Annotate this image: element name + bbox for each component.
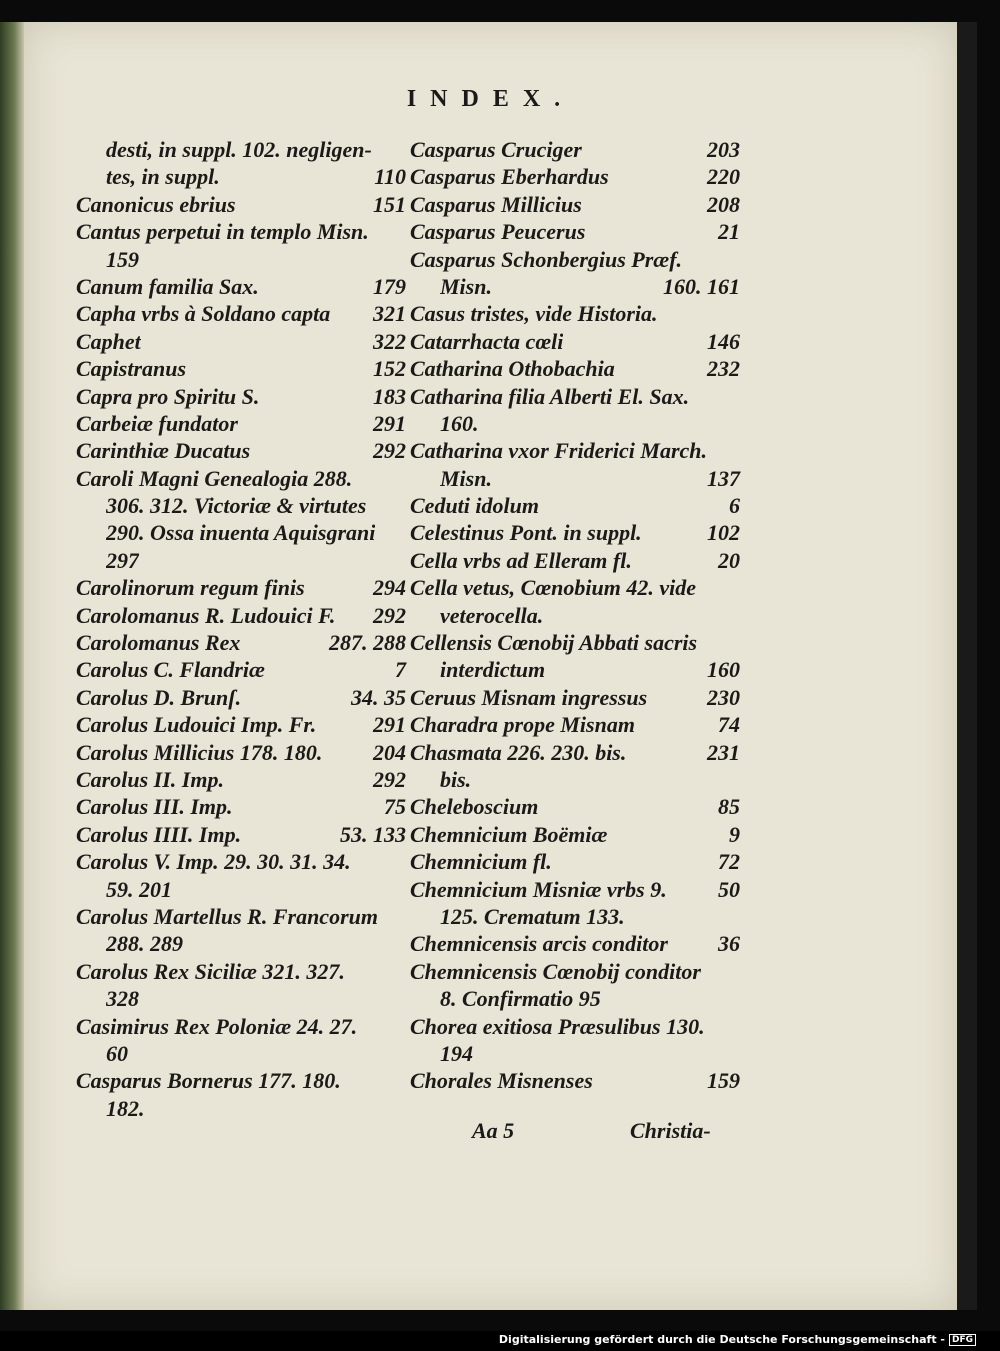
index-entry bbox=[410, 629, 740, 656]
index-entry bbox=[76, 355, 406, 382]
entry-pages: 183 bbox=[373, 383, 406, 409]
entry-term: 160. bbox=[440, 410, 479, 436]
entry-term: bis. bbox=[440, 766, 472, 792]
entry-term: Casparus Eberhardus bbox=[410, 164, 609, 190]
entry-term: Carolus III. Imp. bbox=[76, 794, 233, 820]
entry-term: 125. Crematum 133. bbox=[440, 903, 625, 929]
entry-term: Carolus Ludouici Imp. Fr. bbox=[76, 712, 317, 738]
entry-pages: 34. 35 bbox=[351, 684, 406, 710]
entry-term: Carolus IIII. Imp. bbox=[76, 821, 242, 847]
entry-term: Chemnicium fl. bbox=[410, 849, 552, 875]
index-entry bbox=[410, 739, 740, 766]
entry-term: Carolus Rex Siciliæ 321. 327. bbox=[76, 958, 345, 984]
entry-term: Casparus Schonbergius Præf. bbox=[410, 246, 683, 272]
entry-term: Catharina filia Alberti El. Sax. bbox=[410, 383, 690, 409]
entry-pages: 321 bbox=[373, 301, 406, 327]
entry-term: Carolus Martellus R. Francorum bbox=[76, 903, 378, 929]
index-entry bbox=[410, 711, 740, 738]
entry-term: Ceruus Misnam ingressus bbox=[410, 684, 648, 710]
index-entry bbox=[76, 328, 406, 355]
entry-pages: 85 bbox=[718, 794, 740, 820]
entry-pages: 204 bbox=[373, 739, 406, 765]
index-entry bbox=[410, 465, 740, 492]
index-entry bbox=[410, 218, 740, 245]
index-entry bbox=[76, 465, 406, 492]
index-entry bbox=[410, 985, 740, 1012]
entry-term: Casimirus Rex Poloniæ 24. 27. bbox=[76, 1013, 358, 1039]
index-entry bbox=[76, 903, 406, 930]
index-entry bbox=[410, 547, 740, 574]
entry-term: Cantus perpetui in templo Misn. bbox=[76, 219, 369, 245]
entry-pages: 291 bbox=[373, 410, 406, 436]
index-entry bbox=[76, 383, 406, 410]
catchword: Christia- bbox=[630, 1118, 711, 1143]
index-entry bbox=[410, 958, 740, 985]
credit-text: Digitalisierung gefördert durch die Deutsche Forschungsgemeinschaft - bbox=[498, 1333, 945, 1346]
index-entry bbox=[410, 766, 740, 793]
entry-term: Cellensis Cœnobij Abbati sacris bbox=[410, 630, 698, 656]
entry-term: tes, in suppl. bbox=[106, 164, 220, 190]
index-entry bbox=[410, 793, 740, 820]
entry-term: Ceduti idolum bbox=[410, 493, 539, 519]
entry-pages: 50 bbox=[718, 876, 740, 902]
entry-term: Chemnicium Boëmiæ bbox=[410, 821, 608, 847]
entry-pages: 110 bbox=[374, 164, 406, 190]
index-entry bbox=[410, 656, 740, 683]
index-entry bbox=[76, 218, 406, 245]
entry-term: 288. 289 bbox=[106, 931, 183, 957]
index-entry bbox=[76, 711, 406, 738]
index-entry bbox=[410, 492, 740, 519]
entry-pages: 203 bbox=[707, 137, 740, 162]
entry-term: Caphet bbox=[76, 328, 141, 354]
entry-term: Carbeiæ fundator bbox=[76, 410, 238, 436]
index-entry bbox=[76, 1040, 406, 1067]
index-entry bbox=[76, 300, 406, 327]
index-entry bbox=[76, 492, 406, 519]
index-entry bbox=[76, 1067, 406, 1094]
index-entry bbox=[76, 1013, 406, 1040]
index-entry bbox=[76, 985, 406, 1012]
entry-pages: 159 bbox=[707, 1068, 740, 1094]
index-entry bbox=[76, 766, 406, 793]
index-entry bbox=[76, 410, 406, 437]
index-entry bbox=[410, 355, 740, 382]
entry-pages: 6 bbox=[729, 493, 740, 519]
entry-term: Carolus D. Brunſ. bbox=[76, 684, 242, 710]
entry-term: 290. Ossa inuenta Aquisgrani bbox=[106, 520, 376, 546]
index-entry bbox=[410, 300, 740, 327]
entry-pages: 291 bbox=[373, 712, 406, 738]
index-entry bbox=[76, 163, 406, 190]
entry-term: Catharina Othobachia bbox=[410, 356, 615, 382]
index-entry bbox=[410, 602, 740, 629]
entry-pages: 230 bbox=[707, 684, 740, 710]
entry-term: Chemnicensis Cœnobij conditor bbox=[410, 958, 701, 984]
digitization-credit bbox=[499, 1333, 976, 1346]
index-entry bbox=[410, 1067, 740, 1094]
entry-term: Carolus V. Imp. 29. 30. 31. 34. bbox=[76, 849, 351, 875]
entry-term: Chorales Misnenses bbox=[410, 1068, 593, 1094]
index-entry bbox=[410, 163, 740, 190]
entry-term: Chemnicium Misniæ vrbs 9. bbox=[410, 876, 667, 902]
entry-term: Cella vetus, Cœnobium 42. vide bbox=[410, 575, 696, 601]
index-entry bbox=[410, 684, 740, 711]
index-entry bbox=[76, 821, 406, 848]
index-entry bbox=[76, 437, 406, 464]
index-entry bbox=[410, 519, 740, 546]
entry-pages: 20 bbox=[718, 547, 740, 573]
entry-term: Carolinorum regum finis bbox=[76, 575, 305, 601]
entry-term: Casparus Bornerus 177. 180. bbox=[76, 1068, 341, 1094]
index-entry bbox=[76, 547, 406, 574]
entry-term: Catharina vxor Friderici March. bbox=[410, 438, 708, 464]
index-entry bbox=[76, 684, 406, 711]
entry-pages: 287. 288 bbox=[329, 630, 406, 656]
index-entry bbox=[76, 739, 406, 766]
entry-term: Caroli Magni Genealogia 288. bbox=[76, 465, 353, 491]
index-entry bbox=[76, 246, 406, 273]
entry-term: Charadra prope Misnam bbox=[410, 712, 635, 738]
entry-term: veterocella. bbox=[440, 602, 544, 628]
entry-pages: 160 bbox=[707, 657, 740, 683]
index-entry bbox=[76, 602, 406, 629]
entry-pages: 146 bbox=[707, 328, 740, 354]
entry-pages: 102 bbox=[707, 520, 740, 546]
entry-term: Capra pro Spiritu S. bbox=[76, 383, 260, 409]
index-entry bbox=[76, 574, 406, 601]
signature-mark: Aa 5 bbox=[472, 1118, 515, 1143]
entry-term: Casus tristes, vide Historia. bbox=[410, 301, 658, 327]
entry-term: Casparus Cruciger bbox=[410, 137, 582, 162]
entry-term: Chemnicensis arcis conditor bbox=[410, 931, 668, 957]
right-border-strip bbox=[957, 22, 977, 1310]
index-entry bbox=[76, 519, 406, 546]
entry-term: Chorea exitiosa Præsulibus 130. bbox=[410, 1013, 705, 1039]
index-entry bbox=[76, 793, 406, 820]
entry-term: Carolomanus Rex bbox=[76, 630, 241, 656]
entry-pages: 75 bbox=[384, 794, 406, 820]
entry-pages: 152 bbox=[373, 356, 406, 382]
entry-term: Casparus Peucerus bbox=[410, 219, 586, 245]
index-entry bbox=[76, 1095, 406, 1122]
entry-term: Capha vrbs à Soldano capta bbox=[76, 301, 331, 327]
entry-term: Casparus Millicius bbox=[410, 191, 582, 217]
entry-term: Carolus C. Flandriæ bbox=[76, 657, 265, 683]
index-entry bbox=[410, 437, 740, 464]
entry-term: Carolus II. Imp. bbox=[76, 766, 224, 792]
index-entry bbox=[76, 136, 406, 163]
index-entry bbox=[410, 821, 740, 848]
entry-term: Misn. bbox=[440, 273, 492, 299]
index-column-right bbox=[410, 136, 740, 1095]
entry-term: Canum familia Sax. bbox=[76, 273, 259, 299]
index-entry bbox=[76, 958, 406, 985]
index-entry bbox=[410, 930, 740, 957]
index-entry bbox=[410, 574, 740, 601]
entry-pages: 208 bbox=[707, 191, 740, 217]
index-entry bbox=[410, 246, 740, 273]
entry-pages: 151 bbox=[373, 191, 406, 217]
entry-pages: 322 bbox=[373, 328, 406, 354]
entry-term: 194 bbox=[440, 1040, 473, 1066]
entry-term: Cella vrbs ad Elleram fl. bbox=[410, 547, 632, 573]
entry-term: 159 bbox=[106, 246, 139, 272]
entry-pages: 179 bbox=[373, 273, 406, 299]
index-entry bbox=[410, 328, 740, 355]
index-entry bbox=[410, 876, 740, 903]
index-entry bbox=[410, 383, 740, 410]
entry-term: desti, in suppl. 102. negligen- bbox=[106, 137, 372, 162]
entry-pages: 294 bbox=[373, 575, 406, 601]
entry-pages: 53. 133 bbox=[340, 821, 406, 847]
entry-term: 8. Confirmatio 95 bbox=[440, 986, 601, 1012]
index-column-left bbox=[76, 136, 406, 1122]
entry-term: 59. 201 bbox=[106, 876, 172, 902]
entry-pages: 7 bbox=[395, 657, 406, 683]
index-entry bbox=[410, 903, 740, 930]
entry-term: Capistranus bbox=[76, 356, 187, 382]
index-entry bbox=[410, 191, 740, 218]
dfg-logo: DFG bbox=[949, 1334, 976, 1346]
index-entry bbox=[76, 273, 406, 300]
index-entry bbox=[76, 656, 406, 683]
entry-pages: 160. 161 bbox=[663, 273, 740, 299]
entry-term: Misn. bbox=[440, 465, 492, 491]
entry-pages: 292 bbox=[373, 438, 406, 464]
entry-pages: 74 bbox=[718, 712, 740, 738]
index-entry bbox=[410, 273, 740, 300]
entry-term: Canonicus ebrius bbox=[76, 191, 236, 217]
entry-term: 182. bbox=[106, 1095, 145, 1121]
entry-term: Cheleboscium bbox=[410, 794, 539, 820]
entry-pages: 137 bbox=[707, 465, 740, 491]
entry-term: Carolomanus R. Ludouici F. bbox=[76, 602, 336, 628]
index-entry bbox=[410, 1013, 740, 1040]
entry-pages: 21 bbox=[718, 219, 740, 245]
entry-pages: 232 bbox=[707, 356, 740, 382]
index-entry bbox=[76, 629, 406, 656]
entry-term: Carolus Millicius 178. 180. bbox=[76, 739, 323, 765]
index-entry bbox=[76, 848, 406, 875]
index-entry bbox=[410, 410, 740, 437]
entry-term: Carinthiæ Ducatus bbox=[76, 438, 251, 464]
index-entry bbox=[410, 848, 740, 875]
index-entry bbox=[76, 876, 406, 903]
entry-pages: 292 bbox=[373, 602, 406, 628]
index-entry bbox=[76, 191, 406, 218]
entry-pages: 292 bbox=[373, 766, 406, 792]
entry-term: 297 bbox=[106, 547, 139, 573]
index-entry bbox=[410, 1040, 740, 1067]
entry-term: Catarrhacta cœli bbox=[410, 328, 564, 354]
entry-term: 60 bbox=[106, 1040, 128, 1066]
left-page-edge bbox=[0, 22, 24, 1310]
index-entry bbox=[410, 136, 740, 163]
entry-pages: 36 bbox=[718, 931, 740, 957]
entry-term: Chasmata 226. 230. bis. bbox=[410, 739, 627, 765]
page-header: INDEX. bbox=[406, 86, 575, 112]
entry-pages: 9 bbox=[729, 821, 740, 847]
entry-pages: 220 bbox=[707, 164, 740, 190]
entry-pages: 72 bbox=[718, 849, 740, 875]
book-page bbox=[24, 22, 957, 1310]
entry-term: Celestinus Pont. in suppl. bbox=[410, 520, 642, 546]
entry-term: interdictum bbox=[440, 657, 546, 683]
entry-term: 328 bbox=[106, 986, 139, 1012]
index-entry bbox=[76, 930, 406, 957]
entry-term: 306. 312. Victoriæ & virtutes bbox=[106, 493, 367, 519]
entry-pages: 231 bbox=[707, 739, 740, 765]
